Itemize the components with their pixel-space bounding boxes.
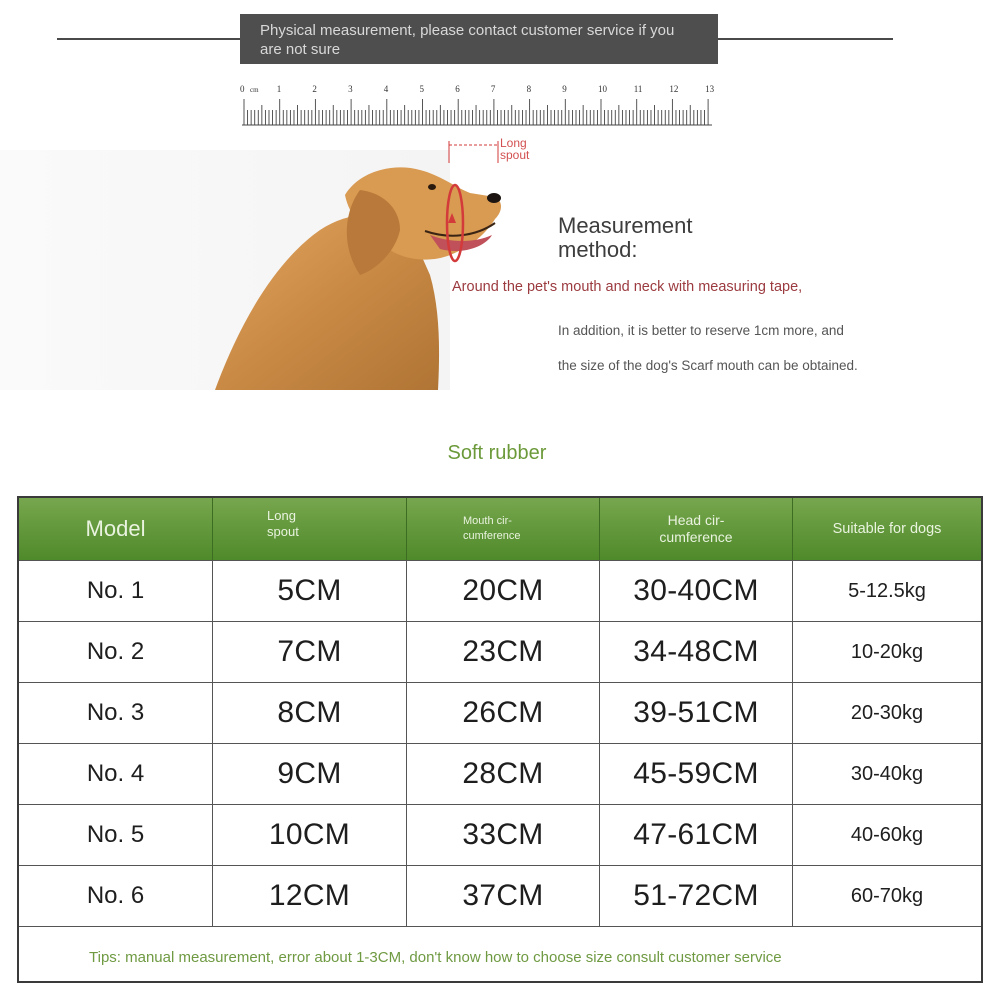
ruler-tick-label-8: 8 [526,84,532,94]
cell-spout: 7CM [213,622,407,682]
cell-dogs: 10-20kg [850,640,924,663]
measurement-instruction-2: In addition, it is better to reserve 1cm more, and [558,323,844,338]
ruler-tick-label-11: 11 [633,84,643,94]
size-chart-table [17,496,983,983]
table-row [19,743,981,804]
table-header-row [19,498,981,560]
measurement-title-line-2: method: [558,237,638,262]
cell-model: No. 3 [19,683,213,743]
dog-measurement-illustration [0,135,570,390]
ruler-tick-label-2: 2 [312,84,317,94]
ruler-tick-label-3: 3 [348,84,353,94]
material-subtitle: Soft rubber [447,442,547,464]
header-head-circumference [600,498,793,560]
ruler-unit-label: cm [250,86,259,94]
cell-spout: 10CM [213,805,407,865]
cell-head: 47-61CM [600,805,793,865]
measurement-method-title [558,214,798,262]
spout-annotation-line-1: Long [500,136,527,150]
cell-model: No. 6 [19,866,213,926]
measurement-instruction-1: Around the pet's mouth and neck with measuring tape, [452,279,803,295]
cell-dogs: 30-40kg [850,762,924,785]
dog-eye [428,184,436,190]
header-long-spout-line-2: spout [267,524,299,539]
header-long-spout [213,498,407,560]
header-mouth-line-2: cumference [463,530,521,542]
cell-dogs: 60-70kg [850,884,924,907]
ruler-tick-label-4: 4 [383,84,389,94]
ruler-tick-label-1: 1 [276,84,282,94]
cell-head: 39-51CM [600,683,793,743]
cell-mouth: 37CM [407,866,600,926]
ruler-tick-label-6: 6 [455,84,460,94]
ruler-tick-label-10: 10 [598,84,607,94]
ruler-tick-label-12: 12 [669,84,679,94]
ruler-tick-label-7: 7 [490,84,496,94]
banner-line-2: are not sure [260,41,341,58]
header-model: Model [19,498,213,560]
measurement-title-line-1: Measurement [558,213,693,238]
cell-dogs: 5-12.5kg [848,579,926,602]
cell-model: No. 4 [19,744,213,804]
ruler-tick-label-0: 0 [240,84,245,94]
header-head-line-1: Head cir- [667,512,725,528]
cell-model: No. 2 [19,622,213,682]
table-row [19,621,981,682]
cell-dogs: 40-60kg [850,823,924,846]
table-row [19,560,981,621]
table-row [19,804,981,865]
cell-model: No. 5 [19,805,213,865]
measurement-instruction-3: the size of the dog's Scarf mouth can be obtained. [558,358,858,373]
cell-head: 45-59CM [600,744,793,804]
table-row [19,865,981,926]
dog-nose [487,193,501,203]
measuring-ruler [238,78,718,130]
cell-spout: 8CM [213,683,407,743]
spout-annotation-line-2: spout [500,148,530,162]
banner-line-1: Physical measurement, please contact customer service if you [260,22,675,39]
measurement-notice-banner [240,14,718,64]
header-mouth-line-1: Mouth cir- [463,515,512,527]
cell-mouth: 33CM [407,805,600,865]
cell-head: 34-48CM [600,622,793,682]
ruler-tick-label-9: 9 [562,84,567,94]
ruler-tick-label-5: 5 [419,84,424,94]
header-head-line-2: cumference [659,529,733,545]
cell-spout: 12CM [213,866,407,926]
header-long-spout-line-1: Long [267,508,296,523]
cell-head: 30-40CM [600,561,793,621]
header-suitable-dogs: Suitable for dogs [832,521,942,537]
cell-spout: 9CM [213,744,407,804]
cell-mouth: 23CM [407,622,600,682]
sizing-tips: Tips: manual measurement, error about 1-3CM, don't know how to choose size consult customer service [19,926,981,981]
cell-head: 51-72CM [600,866,793,926]
ruler-tick-label-13: 13 [705,84,715,94]
cell-mouth: 28CM [407,744,600,804]
header-mouth-circumference [407,498,600,560]
cell-model: No. 1 [19,561,213,621]
table-row [19,682,981,743]
cell-mouth: 26CM [407,683,600,743]
cell-spout: 5CM [213,561,407,621]
cell-mouth: 20CM [407,561,600,621]
cell-dogs: 20-30kg [850,701,924,724]
